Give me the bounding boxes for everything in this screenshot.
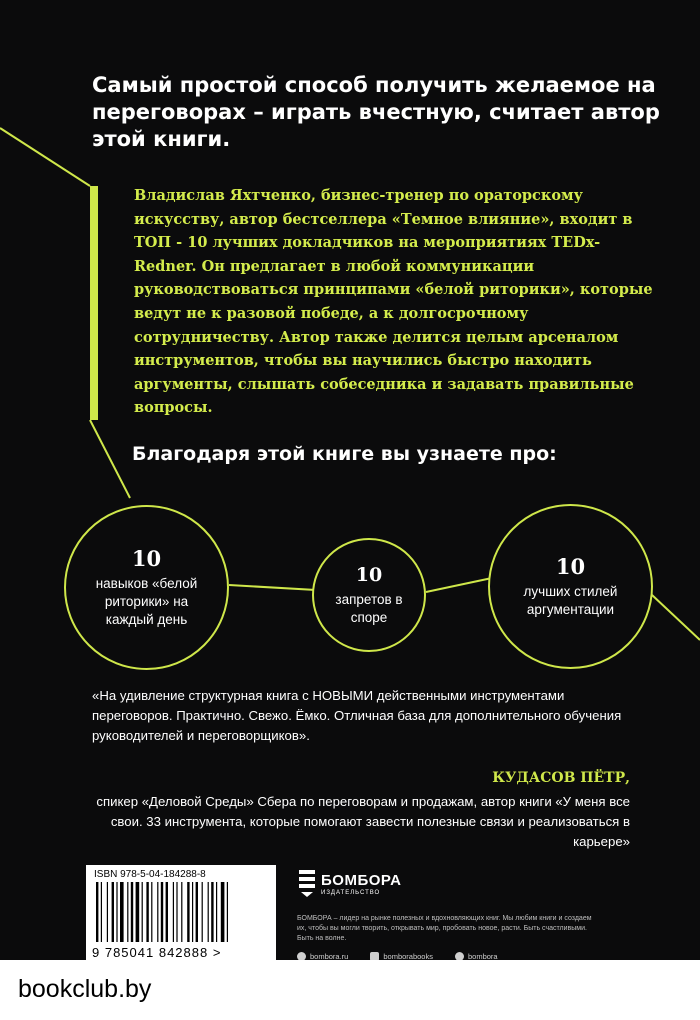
benefit-text: навыков «белой риторики» на каждый день	[95, 575, 198, 627]
social-site-label: bombora.ru	[310, 952, 349, 960]
benefit-number: 10	[131, 545, 162, 571]
barcode-bar	[116, 882, 117, 942]
benefit-circle-prohibitions	[312, 538, 426, 652]
barcode-bar	[112, 882, 114, 942]
social-vk-label: bomborabooks	[383, 952, 433, 960]
site-watermark: bookclub.by	[18, 975, 152, 1003]
barcode-bar	[107, 882, 108, 942]
reviewer-description: спикер «Деловой Среды» Сбера по переговорам и продажам, автор книги «У меня все свои. 33 инструмента, которые помогают завести полезные связи и реализоваться в карьере»	[96, 794, 630, 849]
reviewer-name: КУДАСОВ ПЁТР,	[492, 770, 630, 786]
review-quote: «На удивление структурная книга с НОВЫМИ действенными инструментами переговоров. Практично. Свежо. Ёмко. Отличная база для дополнительного обучения руководителей и переговорщиков».	[92, 688, 622, 743]
benefit-circle-styles	[488, 504, 653, 669]
isbn-label: ISBN 978-5-04-184288-8	[94, 869, 206, 880]
barcode-bar	[142, 882, 143, 942]
barcode-bar	[216, 882, 217, 942]
barcode-bar	[131, 882, 133, 942]
benefit-number: 10	[355, 564, 383, 586]
barcode-bar	[227, 882, 228, 942]
publisher-name: БОМБОРА	[321, 872, 402, 889]
barcode-bar	[120, 882, 124, 942]
publisher-subtitle: ИЗДАТЕЛЬСТВО	[321, 890, 381, 896]
barcode-bar	[208, 882, 209, 942]
barcode-bar	[151, 882, 152, 942]
social-site[interactable]	[297, 952, 348, 960]
barcode-bar	[166, 882, 168, 942]
social-telegram-label: bombora	[467, 952, 498, 960]
barcode-bar	[161, 882, 163, 942]
social-vk[interactable]	[370, 952, 433, 960]
barcode-bar	[136, 882, 140, 942]
author-bio: Владислав Яхтченко, бизнес-тренер по ораторскому искусству, автор бестселлера «Темное влияние», входит в ТОП - 10 лучших докладчиков на мероприятиях TEDx-Redner. Он предлагает в любой коммуникации руководствоваться принципами «белой риторики», которые ведут не к разовой победе, а к долгосрочному сотрудничеству. Автор также делится целым арсеналом инструментов, чтобы вы научились быстро находить аргументы, слышать собеседника и задавать правильные вопросы.	[134, 187, 653, 417]
publisher-socials	[297, 952, 607, 960]
barcode-bar	[202, 882, 203, 942]
barcode-bar	[176, 882, 177, 942]
telegram-icon	[455, 952, 464, 960]
barcode-bar	[101, 882, 102, 942]
publisher-logo-icon	[297, 868, 317, 898]
barcode-bar	[221, 882, 225, 942]
benefit-text: лучших стилей аргументации	[523, 583, 618, 617]
barcode-bar	[146, 882, 148, 942]
benefit-text: запретов в споре	[335, 592, 403, 625]
barcode-bar	[196, 882, 198, 942]
benefit-number: 10	[555, 553, 586, 579]
barcode	[94, 882, 268, 944]
benefit-circle-skills	[64, 505, 229, 670]
barcode-bar	[181, 882, 182, 942]
barcode-bar	[173, 882, 174, 942]
social-telegram[interactable]	[455, 952, 498, 960]
barcode-bar	[211, 882, 213, 942]
vk-icon	[370, 952, 379, 960]
barcode-bar	[127, 882, 128, 942]
isbn-barcode-block	[86, 865, 276, 960]
benefits-heading: Благодаря этой книге вы узнаете про:	[132, 443, 557, 465]
barcode-bar	[96, 882, 98, 942]
barcode-bar	[192, 882, 193, 942]
accent-bar	[90, 186, 98, 420]
isbn-digits: 9 785041 842888 >	[92, 945, 222, 960]
barcode-bar	[157, 882, 158, 942]
globe-icon	[297, 952, 306, 960]
headline: Самый простой способ получить желаемое на переговорах – играть вчестную, считает автор этой книги.	[92, 73, 660, 151]
barcode-bar	[187, 882, 189, 942]
publisher-description: БОМБОРА – лидер на рынке полезных и вдохновляющих книг. Мы любим книги и создаем их, чтобы вы могли творить, открывать мир, пробовать новое, расти. Быть счастливыми. Быть на волне.	[297, 915, 592, 942]
